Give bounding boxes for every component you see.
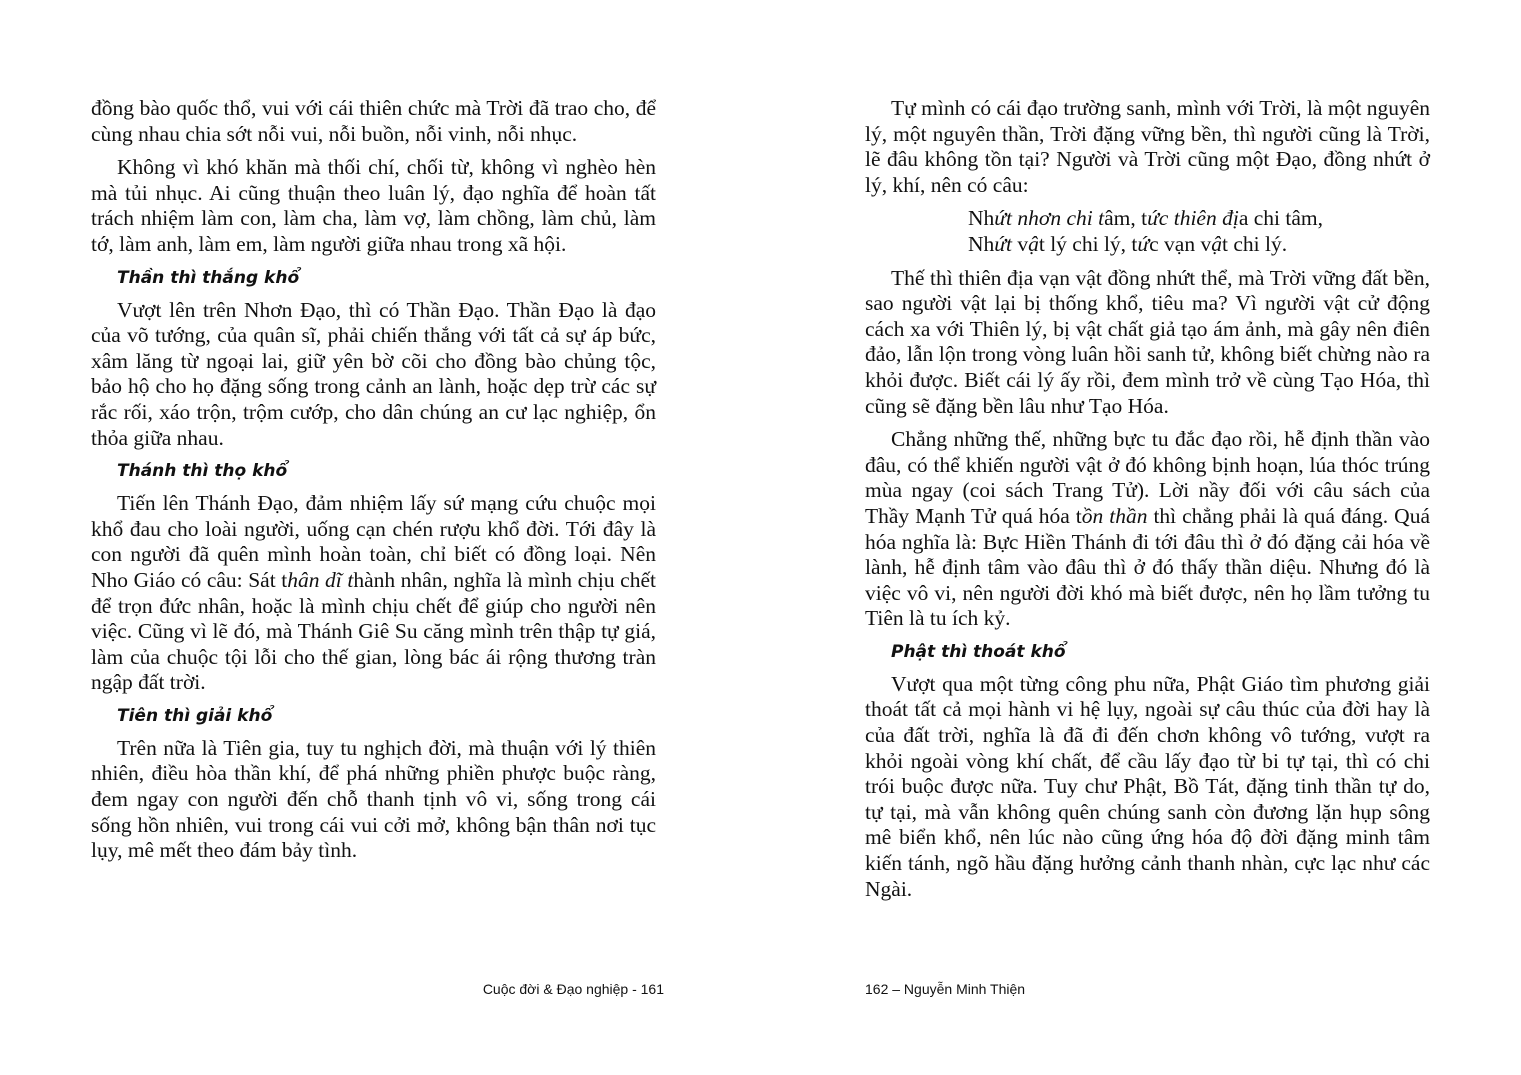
section-heading: Tiên thì giải khổ: [117, 705, 273, 726]
page-footer-left: Cuộc đời & Đạo nghiệp - 161: [482, 981, 664, 997]
text-run: hành nhân, nghĩa là mình chịu chết để trọn đức nhân, hoặc là mình chịu chết để giúp cho người nên việc. Cũng vì lẽ đó, mà Thánh Giê Su căng mình trên thập tự giá, làm của chuộc tội lỗi cho thế gian, lòng bác ái rộng thương tràn ngập đất trời.: [91, 567, 656, 695]
paragraph: đồng bào quốc thổ, vui với cái thiên chức mà Trời đã trao cho, để cùng nhau chia sớt nỗi vui, nỗi buồn, nỗi vinh, nỗi nhục.: [91, 96, 656, 146]
page-footer-right: 162 – Nguyễn Minh Thiện: [865, 981, 1026, 997]
left-page: [91, 96, 656, 872]
italic-phrase: ức thiên đị: [1147, 206, 1239, 231]
paragraph: Thế thì thiên địa vạn vật đồng nhứt thể, mà Trời vững đất bền, sao người vật lại bị thống khổ, tiêu ma? Vì người vật cử động cách xa với Thiên lý, bị vật chất giả tạo ám ảnh, mà gây nên điên đảo, lẫn lộn trong vòng luân hồi sanh tử, không biết chừng nào ra khỏi được. Biết cái lý ấy rồi, đem mình trở về cùng Tạo Hóa, thì cũng sẽ đặng bền lâu như Tạo Hóa.: [865, 265, 1430, 418]
text-run: âm, t: [1104, 206, 1148, 231]
paragraph: Trên nữa là Tiên gia, tuy tu nghịch đời, mà thuận với lý thiên nhiên, điều hòa thần khí, để phá những phiền phược buộc ràng, đem ngay con người đến chỗ thanh tịnh vô vi, sống trong cái sống hồn nhiên, vui trong cái vui cởi mở, không bận thân nơi tục lụy, mê mết theo đám bảy tình.: [91, 735, 656, 863]
verse-line: [968, 232, 1430, 258]
text-run: v: [1011, 231, 1029, 256]
paragraph: [865, 427, 1430, 632]
text-run: Nh: [968, 206, 995, 231]
verse-line: [968, 206, 1430, 232]
text-run: Nh: [968, 231, 995, 256]
text-run: a chi tâm,: [1238, 206, 1323, 231]
paragraph: [91, 491, 656, 696]
right-page: [865, 96, 1430, 910]
text-run: t lý chi lý, t: [1038, 231, 1138, 256]
section-heading: Thần thì thắng khổ: [117, 267, 300, 288]
text-run: Chẳng những thế, những bực tu đắc đạo rồi, hễ định thần vào đâu, có thể khiến người vật ở đó không bịnh hoạn, lúa thóc trúng mùa ngay (coi sách Trang Tử). Lời nầy đối với câu sách của Thầy Mạnh Tử quá hóa t: [865, 427, 1430, 528]
paragraph: Không vì khó khăn mà thối chí, chối từ, không vì nghèo hèn mà tủi nhục. Ai cũng thuận theo luân lý, đạo nghĩa để hoàn tất trách nhiệm làm con, làm cha, làm vợ, làm chồng, làm chủ, làm tớ, làm anh, làm em, làm người giữa nhau trong xã hội.: [91, 155, 656, 256]
verse-quote: [968, 206, 1430, 257]
italic-phrase: ậ: [1028, 231, 1039, 256]
paragraph: Tự mình có cái đạo trường sanh, mình với Trời, là một nguyên lý, một nguyên thần, Trời đặng vững bền, thì người cũng là Trời, lẽ đâu không tồn tại? Người và Trời cũng một Đạo, đồng nhứt ở lý, khí, nên có câu:: [865, 96, 1430, 197]
italic-phrase: ứt: [994, 231, 1012, 256]
paragraph: Vượt lên trên Nhơn Đạo, thì có Thần Đạo. Thần Đạo là đạo của võ tướng, của quân sĩ, phải chiến thắng với tất cả sự áp bức, xâm lăng từ ngoại lai, giữ yên bờ cõi cho đồng bào chủng tộc, bảo hộ cho họ đặng sống trong cảnh an lành, hoặc dẹp trừ các sự rắc rối, xáo trộn, trộm cướp, cho dân chúng an cư lạc nghiệp, ổn thỏa giữa nhau.: [91, 297, 656, 450]
italic-phrase: hân dĩ t: [287, 567, 354, 592]
text-run: t chi lý.: [1221, 231, 1288, 256]
text-run: thì chẳng phải là quá đáng. Quá hóa nghĩa là: Bực Hiền Thánh đi tới đâu thì ở đó đặng cải hóa về lành, hễ định tâm vào đâu thì ở đó thấy thần diệu. Nhưng đó là việc vô vi, nên người đời khó mà biết được, nên họ lầm tưởng tu Tiên là tu ích kỷ.: [865, 503, 1430, 631]
section-heading: Phật thì thoát khổ: [891, 641, 1066, 662]
italic-phrase: ứt nhơn chi t: [994, 206, 1105, 231]
italic-phrase: ậ: [1211, 231, 1222, 256]
paragraph: Vượt qua một từng công phu nữa, Phật Giáo tìm phương giải thoát tất cả mọi hành vi hệ lụy, ngoài sự câu thúc của đời hay là của đất trời, nghĩa là đã đi đến chơn không vô tướng, vượt ra khỏi ngoài vòng khí chất, để cầu lấy đạo từ bi tự tại, thì có chi trói buộc được nữa. Tuy chư Phật, Bồ Tát, đặng tinh thần tự do, tự tại, mà vẫn không quên chúng sanh còn đương lặn hụp sông mê biển khổ, nên lúc nào cũng ứng hóa độ đời đặng minh tâm kiến tánh, ngõ hầu đặng hưởng cảnh thanh nhàn, cực lạc như các Ngài.: [865, 671, 1430, 901]
section-heading: Thánh thì thọ khổ: [117, 461, 288, 482]
italic-phrase: ứ: [1137, 231, 1150, 256]
text-run: c vạn v: [1149, 231, 1212, 256]
text-run: Tiến lên Thánh Đạo, đảm nhiệm lấy sứ mạng cứu chuộc mọi khổ đau cho loài người, uống cạn chén rượu khổ đời. Tới đây là con người đã quên mình hoàn toàn, chỉ biết có đồng loại. Nên Nho Giáo có câu: Sát t: [91, 491, 656, 592]
italic-phrase: ồn thần: [1081, 503, 1148, 528]
